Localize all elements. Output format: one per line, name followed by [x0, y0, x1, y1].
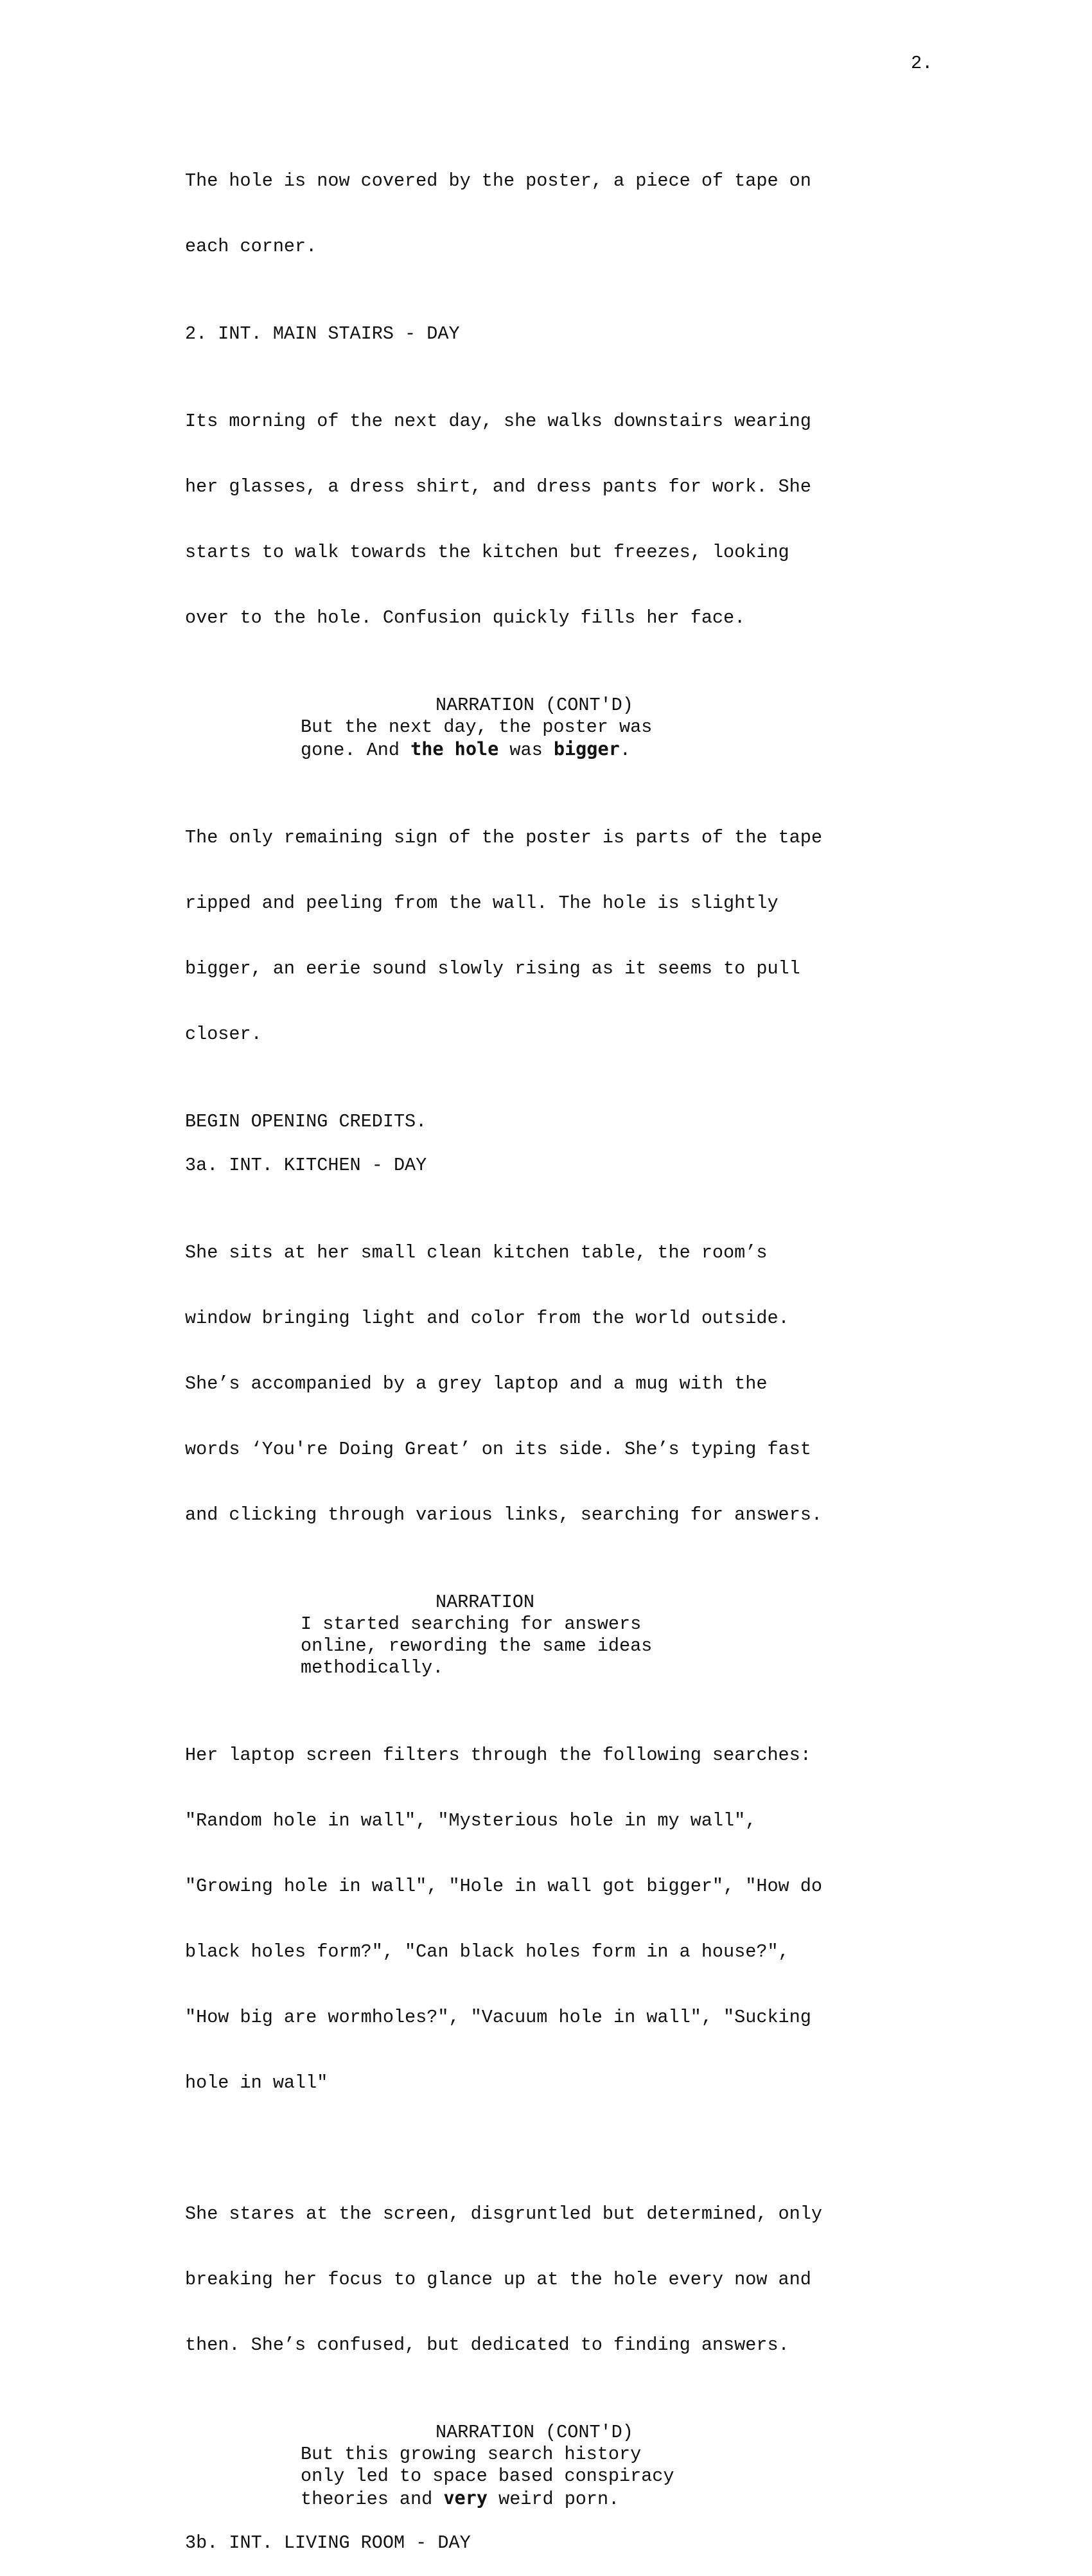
character-name: NARRATION (CONT'D): [436, 695, 633, 716]
dialogue-block: [301, 695, 982, 761]
action-line: starts to walk towards the kitchen but freezes, looking: [185, 542, 789, 563]
action-paragraph: [185, 1198, 982, 1570]
action-line: bigger, an eerie sound slowly rising as it seems to pull: [185, 958, 800, 979]
scene-heading: 3b. INT. LIVING ROOM - DAY: [185, 2532, 471, 2554]
emphasis-text: bigger: [553, 738, 620, 759]
action-line: her glasses, a dress shirt, and dress pants for work. She: [185, 476, 811, 497]
dialogue-text: gone. And: [301, 740, 411, 761]
action-line: Its morning of the next day, she walks downstairs wearing: [185, 411, 811, 432]
action-line: breaking her focus to glance up at the hole every now and: [185, 2269, 811, 2290]
action-line: She’s accompanied by a grey laptop and a mug with the: [185, 1373, 768, 1394]
dialogue-text: was: [498, 740, 554, 761]
emphasis-text: the hole: [410, 738, 499, 759]
dialogue-line: only led to space based conspiracy: [301, 2465, 674, 2487]
action-line: each corner.: [185, 236, 317, 257]
dialogue-line: But this growing search history: [301, 2444, 642, 2465]
scene-heading: 2. INT. MAIN STAIRS - DAY: [185, 323, 460, 344]
action-line: The hole is now covered by the poster, a piece of tape on: [185, 170, 811, 191]
dialogue-line: methodically.: [301, 1657, 444, 1678]
dialogue-block: [301, 2422, 982, 2510]
character-name: NARRATION: [436, 1592, 534, 1613]
action-paragraph: [185, 783, 982, 1089]
dialogue-text: theories and: [301, 2489, 444, 2510]
page-number: 2.: [911, 53, 933, 74]
script-content: [185, 127, 982, 2576]
transition-text: BEGIN OPENING CREDITS.: [185, 1111, 427, 1132]
action-line: words ‘You're Doing Great’ on its side. She’s typing fast: [185, 1439, 811, 1460]
action-line: "Growing hole in wall", "Hole in wall got bigger", "How do: [185, 1876, 822, 1897]
dialogue-block: [301, 1592, 982, 1679]
action-line: hole in wall": [185, 2072, 328, 2093]
action-line: She stares at the screen, disgruntled but determined, only: [185, 2203, 822, 2225]
dialogue-line: [301, 2487, 982, 2510]
action-line: ripped and peeling from the wall. The hole is slightly: [185, 893, 779, 914]
character-name: NARRATION (CONT'D): [436, 2422, 633, 2443]
action-paragraph: [185, 127, 982, 301]
action-line: then. She’s confused, but dedicated to finding answers.: [185, 2334, 789, 2356]
dialogue-line: online, rewording the same ideas: [301, 1635, 653, 1657]
action-line: black holes form?", "Can black holes form in a house?",: [185, 1941, 789, 1962]
action-paragraph: [185, 367, 982, 673]
action-line: The only remaining sign of the poster is parts of the tape: [185, 827, 822, 848]
emphasis-text: very: [443, 2487, 488, 2509]
dialogue-text: weird porn.: [487, 2489, 620, 2510]
action-paragraph: [185, 1701, 982, 2138]
action-line: closer.: [185, 1024, 262, 1045]
dialogue-line: [301, 738, 982, 761]
action-line: and clicking through various links, searching for answers.: [185, 1504, 822, 1525]
action-line: "How big are wormholes?", "Vacuum hole in wall", "Sucking: [185, 2007, 811, 2028]
dialogue-line: But the next day, the poster was: [301, 716, 653, 738]
action-paragraph: [185, 2160, 982, 2400]
action-line: She sits at her small clean kitchen table, the room’s: [185, 1242, 768, 1263]
dialogue-text: .: [619, 740, 631, 761]
action-line: over to the hole. Confusion quickly fills her face.: [185, 607, 746, 628]
action-line: Her laptop screen filters through the following searches:: [185, 1745, 811, 1766]
action-line: window bringing light and color from the world outside.: [185, 1308, 789, 1329]
scene-heading: 3a. INT. KITCHEN - DAY: [185, 1155, 427, 1176]
dialogue-line: I started searching for answers: [301, 1613, 642, 1635]
action-line: "Random hole in wall", "Mysterious hole in my wall",: [185, 1810, 757, 1831]
